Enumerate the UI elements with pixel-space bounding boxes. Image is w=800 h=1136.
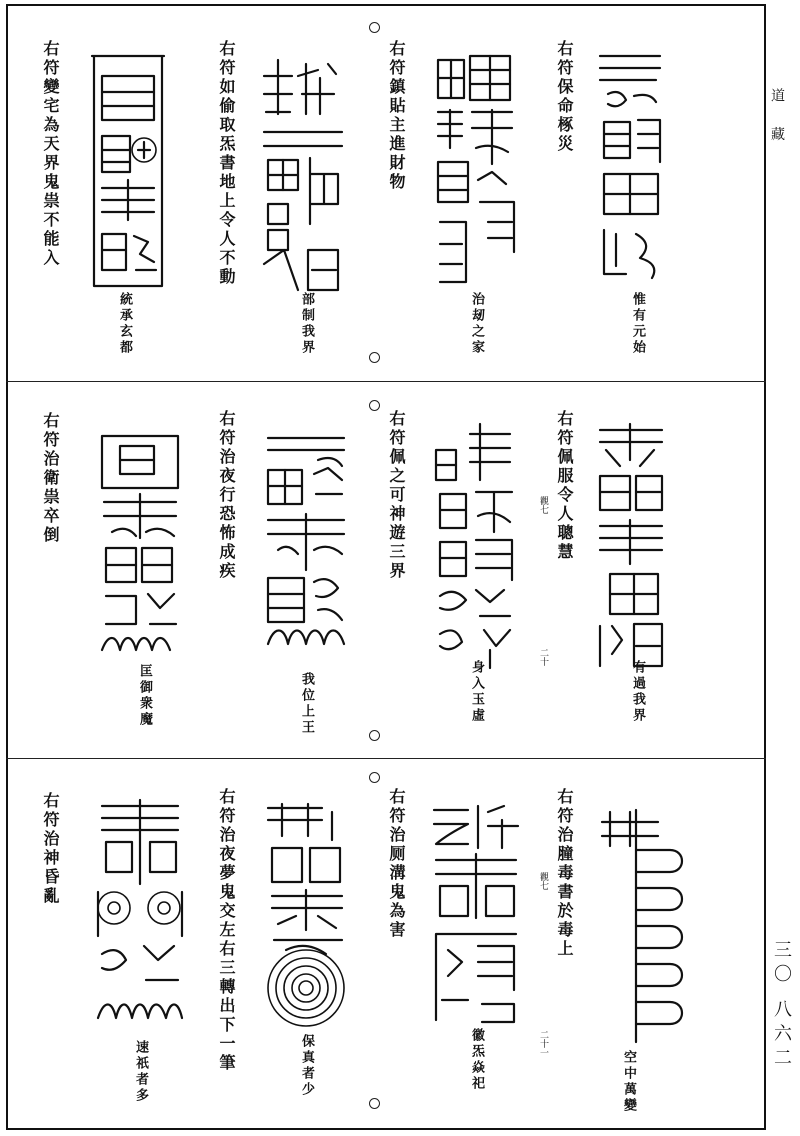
- talisman-note: 身入玉虛: [469, 660, 484, 724]
- talisman-note: 我位上王: [299, 672, 314, 736]
- talisman-glyph: [258, 54, 348, 294]
- talisman-caption: 右符鎮貼主進財物: [387, 40, 406, 192]
- talisman-glyph: [590, 420, 670, 670]
- talisman-note: 空中萬變: [621, 1050, 636, 1114]
- talisman-note: 惟有元始: [630, 292, 645, 356]
- talisman-caption: 右符治厕溝鬼為害: [387, 788, 406, 940]
- binding-hole: [369, 1098, 380, 1109]
- talisman-note: 統承玄都: [117, 292, 132, 356]
- talisman-page-mark: 二十: [538, 648, 548, 666]
- talisman-note: 速祇者多: [133, 1040, 148, 1104]
- talisman-page-mark: 二十一: [538, 1030, 548, 1057]
- talisman-note: 部制我界: [299, 292, 314, 356]
- talisman-caption: 右符治夜行恐怖成疾: [217, 410, 236, 581]
- talisman-caption: 右符治衛祟卒倒: [41, 412, 60, 545]
- talisman-note: 徽炁焱祀: [469, 1028, 484, 1092]
- binding-hole: [369, 772, 380, 783]
- talisman-side-note: 觀七: [538, 496, 548, 514]
- talisman-caption: 右符治夜夢鬼交左右三轉出下一筆: [217, 788, 236, 1073]
- talisman-note: 治刼之家: [469, 292, 484, 356]
- talisman-note: 有過我界: [630, 660, 645, 724]
- binding-hole: [369, 730, 380, 741]
- panel-divider-bottom: [6, 758, 766, 759]
- talisman-glyph: [596, 806, 692, 1046]
- talisman-glyph: [262, 800, 362, 1036]
- talisman-note: 保真者少: [299, 1034, 314, 1098]
- talisman-caption: 右符治膧毒書於毒上: [555, 788, 574, 959]
- panel-divider-top: [6, 381, 766, 382]
- book-title: 道 藏: [769, 88, 785, 151]
- talisman-glyph: [430, 420, 520, 670]
- binding-hole: [369, 22, 380, 33]
- binding-hole: [369, 352, 380, 363]
- talisman-note: 匡御衆魔: [137, 664, 152, 728]
- talisman-caption: 右符變宅為天界鬼祟不能入: [41, 40, 60, 268]
- talisman-glyph: [92, 796, 192, 1036]
- page-number: 三〇 八六二: [771, 940, 792, 1072]
- binding-hole: [369, 400, 380, 411]
- talisman-caption: 右符保命椓災: [555, 40, 574, 154]
- talisman-caption: 右符佩服令人聰慧: [555, 410, 574, 562]
- talisman-side-note: 觀七: [538, 872, 548, 890]
- talisman-glyph: [88, 50, 168, 290]
- talisman-caption: 右符佩之可神遊三界: [387, 410, 406, 581]
- talisman-glyph: [96, 428, 186, 668]
- talisman-glyph: [428, 800, 528, 1030]
- talisman-caption: 右符如偷取炁書地上令人不動: [217, 40, 236, 287]
- talisman-glyph: [432, 52, 522, 292]
- talisman-glyph: [590, 44, 670, 284]
- talisman-caption: 右符治神昏亂: [41, 792, 60, 906]
- talisman-glyph: [258, 430, 358, 670]
